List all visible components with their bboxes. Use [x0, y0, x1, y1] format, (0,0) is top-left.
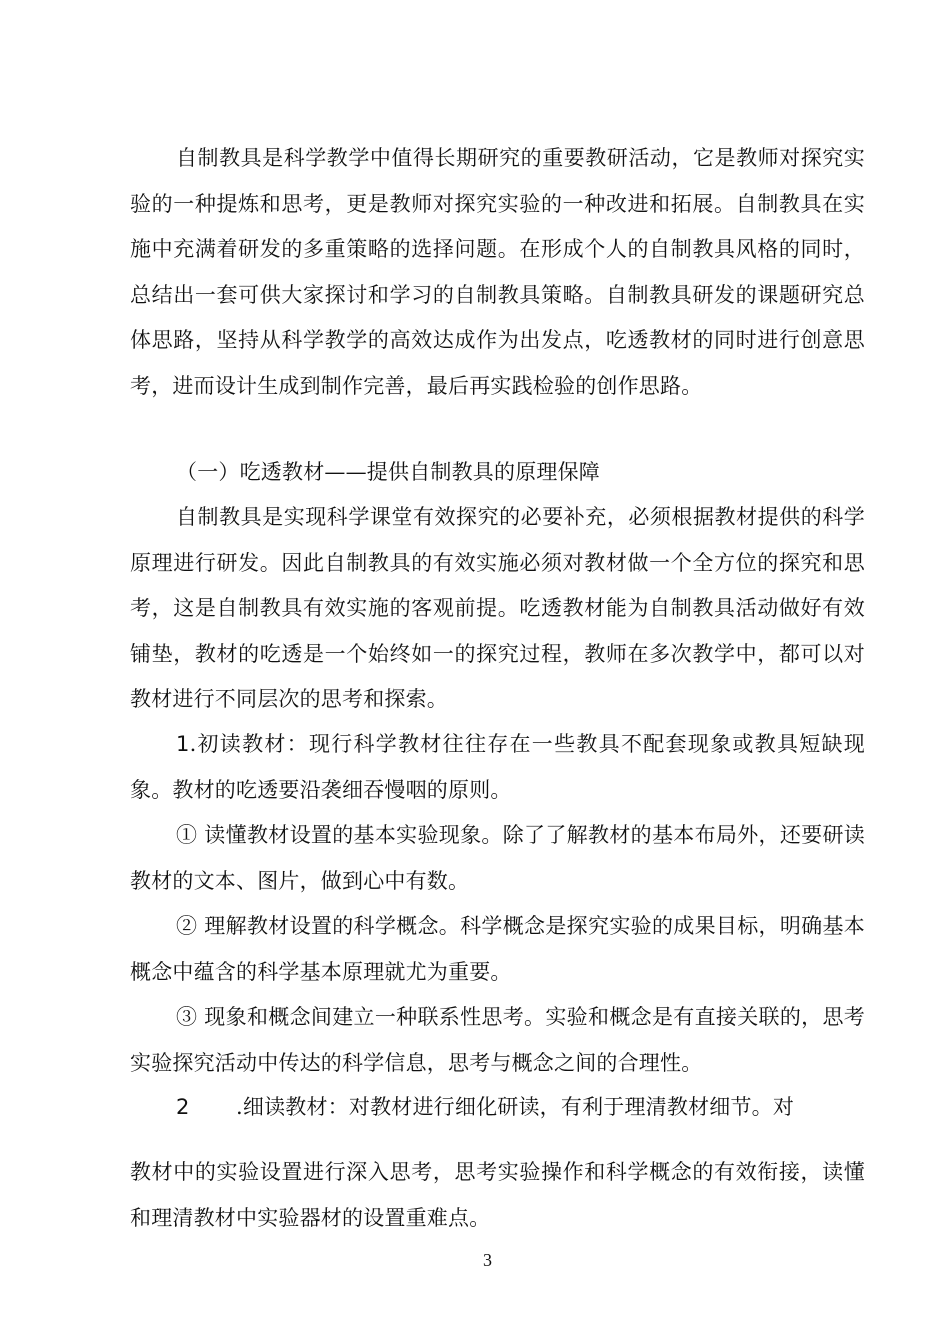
page-number: 3 [483, 1250, 492, 1270]
item-text: .细读教材：对教材进行细化研读，有利于理清教材细节。对 [236, 1095, 795, 1119]
item-text: .初读教材：现行科学教材往往存在一些教具不配套现象或教具短缺现象。教材的吃透要沿袭细吞慢咽的原则。 [130, 732, 865, 802]
numbered-item-2-continuation: 教材中的实验设置进行深入思考，思考实验操作和科学概念的有效衔接，读懂和理清教材中实验器材的设置重难点。 [130, 1160, 865, 1230]
circled-item-1: ① 读懂教材设置的基本实验现象。除了了解教材的基本布局外，还要研读教材的文本、图片，做到心中有数。 [130, 823, 865, 893]
circled-item-3: ③ 现象和概念间建立一种联系性思考。实验和概念是有直接关联的，思考实验探究活动中传达的科学信息，思考与概念之间的合理性。 [130, 1005, 865, 1075]
numbered-item-1 [130, 722, 865, 813]
intro-paragraph: 自制教具是科学教学中值得长期研究的重要教研活动，它是教师对探究实验的一种提炼和思考，更是教师对探究实验的一种改进和拓展。自制教具在实施中充满着研发的多重策略的选择问题。在形成个人的自制教具风格的同时，总结出一套可供大家探讨和学习的自制教具策略。自制教具研发的课题研究总体思路，坚持从科学教学的高效达成作为出发点，吃透教材的同时进行创意思考，进而设计生成到制作完善，最后再实践检验的创作思路。 [130, 146, 865, 398]
item-number: 2 [176, 1095, 190, 1119]
numbered-item-2 [176, 1085, 866, 1131]
section-body-paragraph: 自制教具是实现科学课堂有效探究的必要补充，必须根据教材提供的科学原理进行研发。因此自制教具的有效实施必须对教材做一个全方位的探究和思考，这是自制教具有效实施的客观前提。吃透教材能为自制教具活动做好有效铺垫，教材的吃透是一个始终如一的探究过程，教师在多次教学中，都可以对教材进行不同层次的思考和探索。 [130, 505, 865, 711]
circled-item-2: ② 理解教材设置的科学概念。科学概念是探究实验的成果目标，明确基本概念中蕴含的科学基本原理就尤为重要。 [130, 914, 865, 984]
section-heading: （一）吃透教材——提供自制教具的原理保障 [176, 460, 600, 484]
item-number: 1 [176, 732, 190, 756]
